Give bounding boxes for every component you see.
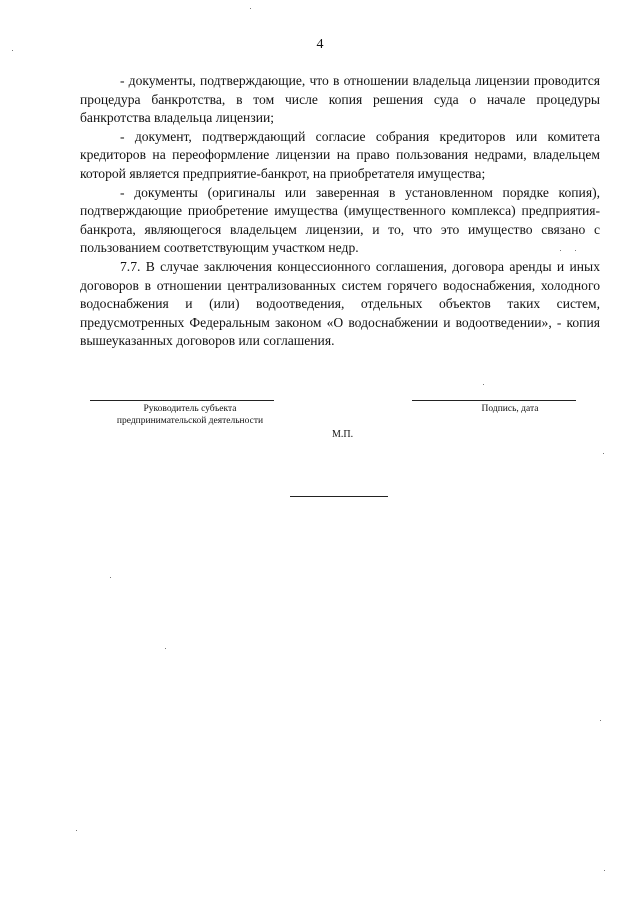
scan-speck bbox=[110, 577, 111, 578]
signature-date-line bbox=[412, 400, 576, 401]
page-number: 4 bbox=[316, 37, 324, 52]
stamp-placeholder: М.П. bbox=[332, 429, 354, 440]
paragraph-bankruptcy-documents: - документы, подтверждающие, что в отношении владельца лицензии проводится процедура банкротства, в том числе копия решения суда о начале процедуры банкротства владельца лицензии; bbox=[80, 73, 600, 126]
scan-speck bbox=[483, 384, 484, 385]
scan-speck bbox=[560, 250, 561, 251]
signatory-caption: Руководитель субъекта предпринимательской деятельности bbox=[116, 404, 264, 426]
scan-speck bbox=[603, 453, 604, 454]
scan-speck bbox=[76, 830, 77, 831]
paragraph-creditors-consent: - документ, подтверждающий согласие собрания кредиторов или комитета кредиторов на переоформление лицензии на право пользования недрами, владельцем которой является предприятие-банкрот, на приобретателя имущества; bbox=[80, 128, 600, 181]
signature-date-caption: Подпись, дата bbox=[481, 404, 539, 414]
scan-speck bbox=[250, 8, 251, 9]
paragraph-7-7-concession: 7.7. В случае заключения концессионного соглашения, договора аренды и иных договоров в отношении централизованных систем горячего водоснабжения, холодного водоснабжения и (или) водоотведения, отдельных объектов таких систем, предусмотренных Федеральным законом «О водоснабжении и водоотведении», - копия вышеуказанных договоров или соглашения. bbox=[80, 258, 600, 349]
paragraph-property-acquisition: - документы (оригиналы или заверенная в установленном порядке копия), подтверждающие приобретение имущества (имущественного комплекса) предприятия-банкрота, являющегося владельцем лицензии, и то, что это имущество связано с пользованием соответствующим участком недр. bbox=[80, 184, 600, 256]
scan-speck bbox=[12, 50, 13, 51]
scan-speck bbox=[600, 720, 601, 721]
scan-speck bbox=[575, 250, 576, 251]
signatory-line bbox=[90, 400, 274, 401]
scan-speck bbox=[604, 870, 605, 871]
document-body bbox=[80, 72, 600, 351]
scan-speck bbox=[165, 648, 166, 649]
end-of-document-rule bbox=[290, 496, 388, 497]
